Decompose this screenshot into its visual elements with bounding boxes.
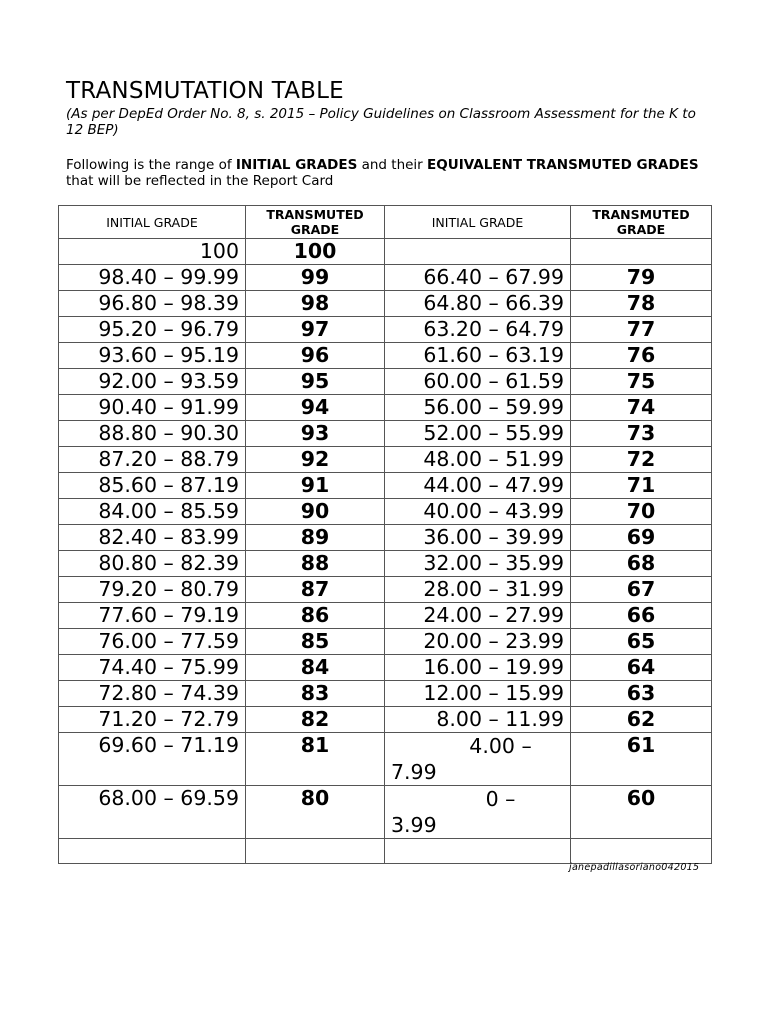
author-credit: janepadillasoriano042015 <box>569 862 700 873</box>
initial-grade-cell: 48.00 – 51.99 <box>385 447 571 473</box>
transmuted-grade-cell: 98 <box>246 291 385 317</box>
initial-grade-cell: 68.00 – 69.59 <box>59 786 246 839</box>
header-initial-grade-left: INITIAL GRADE <box>59 206 246 239</box>
header-transmuted-grade-right: TRANSMUTED GRADE <box>571 206 712 239</box>
transmuted-grade-cell: 68 <box>571 551 712 577</box>
initial-grade-cell: 12.00 – 15.99 <box>385 681 571 707</box>
initial-grade-cell: 93.60 – 95.19 <box>59 343 246 369</box>
table-header-row <box>59 206 712 239</box>
table-row-empty <box>59 839 712 864</box>
transmuted-grade-cell: 93 <box>246 421 385 447</box>
transmuted-grade-cell: 74 <box>571 395 712 421</box>
table-row <box>59 551 712 577</box>
initial-grade-cell: 84.00 – 85.59 <box>59 499 246 525</box>
initial-grade-cell: 36.00 – 39.99 <box>385 525 571 551</box>
transmuted-grade-cell: 64 <box>571 655 712 681</box>
transmuted-grade-cell: 63 <box>571 681 712 707</box>
table-row <box>59 733 712 786</box>
transmuted-grade-cell: 86 <box>246 603 385 629</box>
initial-grade-cell: 24.00 – 27.99 <box>385 603 571 629</box>
subtitle: (As per DepEd Order No. 8, s. 2015 – Policy Guidelines on Classroom Assessment for the K to 12 BEP) <box>66 106 696 138</box>
transmuted-grade-cell: 79 <box>571 265 712 291</box>
empty-cell <box>385 839 571 864</box>
initial-grade-cell <box>385 733 571 786</box>
transmuted-grade-cell: 96 <box>246 343 385 369</box>
initial-grade-cell: 95.20 – 96.79 <box>59 317 246 343</box>
initial-grade-cell: 56.00 – 59.99 <box>385 395 571 421</box>
transmuted-grade-cell: 72 <box>571 447 712 473</box>
transmuted-grade-cell <box>571 239 712 265</box>
initial-grade-cell: 98.40 – 99.99 <box>59 265 246 291</box>
transmuted-grade-cell: 97 <box>246 317 385 343</box>
transmuted-grade-cell: 82 <box>246 707 385 733</box>
transmuted-grade-cell: 99 <box>246 265 385 291</box>
initial-grade-cell: 74.40 – 75.99 <box>59 655 246 681</box>
transmuted-grade-cell: 69 <box>571 525 712 551</box>
initial-grade-cell: 16.00 – 19.99 <box>385 655 571 681</box>
table-row <box>59 395 712 421</box>
initial-grade-cell: 72.80 – 74.39 <box>59 681 246 707</box>
initial-grade-cell: 80.80 – 82.39 <box>59 551 246 577</box>
transmuted-grade-cell: 94 <box>246 395 385 421</box>
transmuted-grade-cell: 92 <box>246 447 385 473</box>
table-row <box>59 421 712 447</box>
initial-grade-cell: 71.20 – 72.79 <box>59 707 246 733</box>
transmuted-grade-cell: 77 <box>571 317 712 343</box>
table-row <box>59 343 712 369</box>
initial-grade-cell: 63.20 – 64.79 <box>385 317 571 343</box>
table-row <box>59 707 712 733</box>
initial-grade-line1: 0 – <box>485 787 516 811</box>
initial-grade-cell: 69.60 – 71.19 <box>59 733 246 786</box>
intro-part2: and their <box>357 157 428 173</box>
initial-grade-cell: 8.00 – 11.99 <box>385 707 571 733</box>
transmuted-grade-cell: 91 <box>246 473 385 499</box>
transmuted-grade-cell: 87 <box>246 577 385 603</box>
transmuted-grade-cell: 73 <box>571 421 712 447</box>
table-row <box>59 681 712 707</box>
transmuted-grade-cell: 89 <box>246 525 385 551</box>
intro-text <box>66 157 706 189</box>
initial-grade-cell: 44.00 – 47.99 <box>385 473 571 499</box>
transmuted-grade-cell: 66 <box>571 603 712 629</box>
initial-grade-cell: 85.60 – 87.19 <box>59 473 246 499</box>
table-row <box>59 525 712 551</box>
transmuted-grade-cell: 67 <box>571 577 712 603</box>
table-row <box>59 317 712 343</box>
transmuted-grade-cell: 62 <box>571 707 712 733</box>
table-row <box>59 499 712 525</box>
initial-grade-cell: 66.40 – 67.99 <box>385 265 571 291</box>
initial-grade-cell: 79.20 – 80.79 <box>59 577 246 603</box>
initial-grade-cell: 20.00 – 23.99 <box>385 629 571 655</box>
transmuted-grade-cell: 76 <box>571 343 712 369</box>
transmuted-grade-cell: 65 <box>571 629 712 655</box>
transmuted-grade-cell: 83 <box>246 681 385 707</box>
transmuted-grade-cell: 88 <box>246 551 385 577</box>
initial-grade-cell: 90.40 – 91.99 <box>59 395 246 421</box>
initial-grade-cell: 82.40 – 83.99 <box>59 525 246 551</box>
transmuted-grade-cell: 90 <box>246 499 385 525</box>
table-row <box>59 629 712 655</box>
initial-grade-cell: 87.20 – 88.79 <box>59 447 246 473</box>
transmuted-grade-cell: 70 <box>571 499 712 525</box>
intro-bold2: EQUIVALENT TRANSMUTED GRADES <box>427 157 699 173</box>
table-body <box>59 239 712 864</box>
transmuted-grade-cell: 71 <box>571 473 712 499</box>
table-row <box>59 473 712 499</box>
empty-cell <box>59 839 246 864</box>
table-row <box>59 577 712 603</box>
initial-grade-cell <box>385 786 571 839</box>
table-row <box>59 239 712 265</box>
table-row <box>59 369 712 395</box>
transmuted-grade-cell: 81 <box>246 733 385 786</box>
header-initial-grade-right: INITIAL GRADE <box>385 206 571 239</box>
initial-grade-line2: 3.99 <box>391 813 437 837</box>
initial-grade-cell: 32.00 – 35.99 <box>385 551 571 577</box>
transmuted-grade-cell: 85 <box>246 629 385 655</box>
initial-grade-cell: 64.80 – 66.39 <box>385 291 571 317</box>
intro-part1: Following is the range of <box>66 157 236 173</box>
table-row <box>59 447 712 473</box>
intro-bold1: INITIAL GRADES <box>235 157 358 173</box>
empty-cell <box>571 839 712 864</box>
transmuted-grade-cell: 100 <box>246 239 385 265</box>
initial-grade-cell: 40.00 – 43.99 <box>385 499 571 525</box>
initial-grade-line2: 7.99 <box>391 760 437 784</box>
transmuted-grade-cell: 61 <box>571 733 712 786</box>
initial-grade-cell: 100 <box>59 239 246 265</box>
page-title: TRANSMUTATION TABLE <box>66 78 344 104</box>
initial-grade-cell: 88.80 – 90.30 <box>59 421 246 447</box>
initial-grade-cell: 52.00 – 55.99 <box>385 421 571 447</box>
initial-grade-cell: 77.60 – 79.19 <box>59 603 246 629</box>
transmuted-grade-cell: 95 <box>246 369 385 395</box>
intro-part3: that will be reflected in the Report Card <box>66 173 334 189</box>
transmuted-grade-cell: 75 <box>571 369 712 395</box>
header-transmuted-grade-left: TRANSMUTED GRADE <box>246 206 385 239</box>
initial-grade-cell: 28.00 – 31.99 <box>385 577 571 603</box>
initial-grade-cell: 76.00 – 77.59 <box>59 629 246 655</box>
table-row <box>59 603 712 629</box>
transmutation-table <box>58 205 712 864</box>
transmuted-grade-cell: 78 <box>571 291 712 317</box>
table-row <box>59 786 712 839</box>
initial-grade-cell: 60.00 – 61.59 <box>385 369 571 395</box>
transmuted-grade-cell: 60 <box>571 786 712 839</box>
transmuted-grade-cell: 80 <box>246 786 385 839</box>
initial-grade-line1: 4.00 – <box>469 734 532 758</box>
initial-grade-cell <box>385 239 571 265</box>
empty-cell <box>246 839 385 864</box>
initial-grade-cell: 92.00 – 93.59 <box>59 369 246 395</box>
initial-grade-cell: 96.80 – 98.39 <box>59 291 246 317</box>
transmuted-grade-cell: 84 <box>246 655 385 681</box>
table-row <box>59 655 712 681</box>
table-row <box>59 265 712 291</box>
initial-grade-cell: 61.60 – 63.19 <box>385 343 571 369</box>
table-row <box>59 291 712 317</box>
